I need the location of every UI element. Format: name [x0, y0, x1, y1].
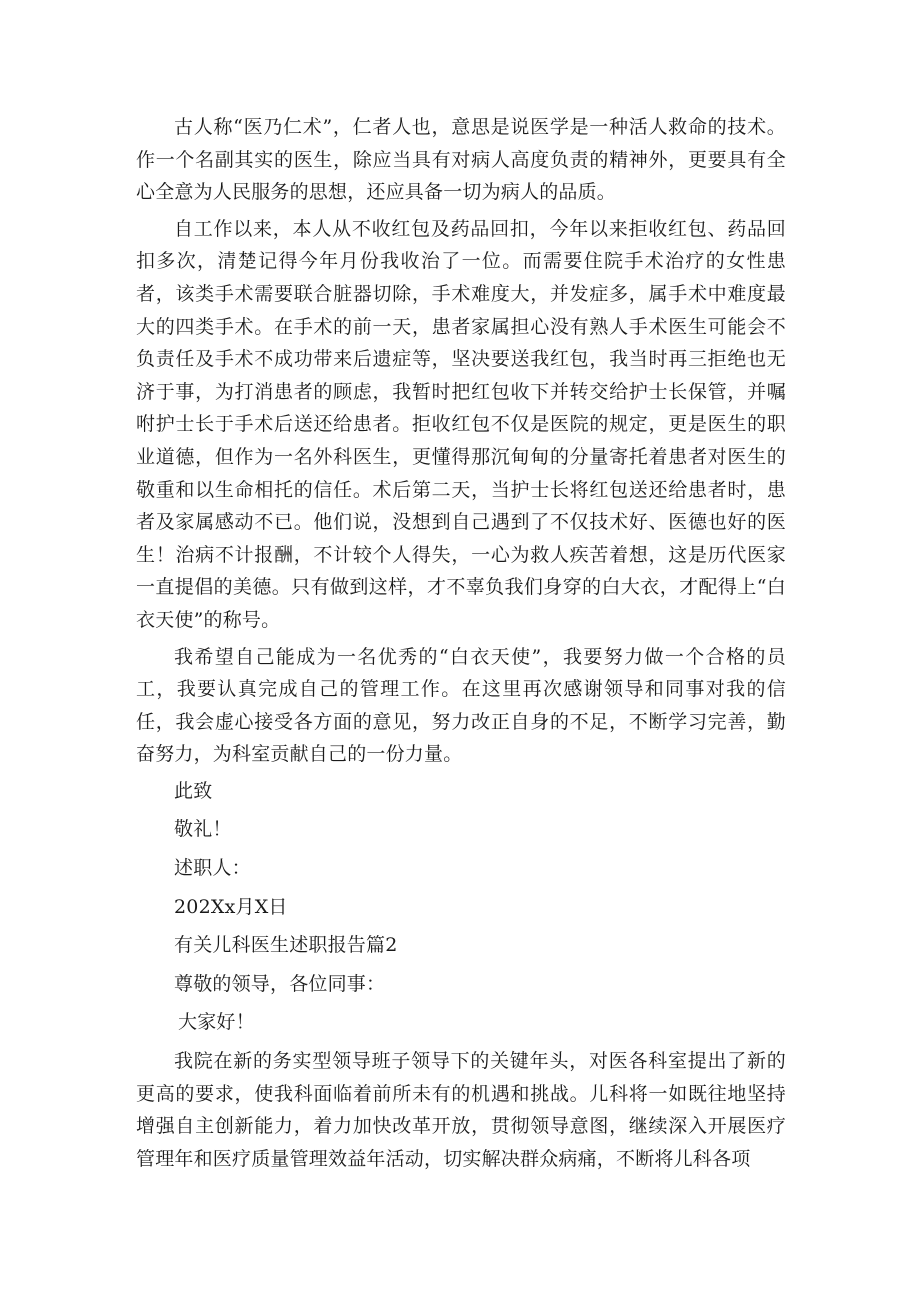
- greeting-line: 尊敬的领导，各位同事：: [174, 972, 386, 995]
- hello-line: 大家好！: [178, 1011, 255, 1034]
- signer-line: 述职人：: [174, 857, 251, 880]
- paragraph-pediatrics: 我院在新的务实型领导班子领导下的关键年头，对医各科室提出了新的更高的要求，使我科面临着前所未有的机遇和挑战。儿科将一如既往地坚持增强自主创新能力，着力加快改革开放，贯彻领导意图，继续深入开展医疗管理年和医疗质量管理效益年活动，切实解决群众病痛，不断将儿科各项: [136, 1050, 786, 1170]
- section-title: 有关儿科医生述职报告篇2: [174, 934, 398, 957]
- paragraph-ancient-saying: 古人称“医乃仁术”，仁者人也，意思是说医学是一种活人救命的技术。作一个名副其实的医生，除应当具有对病人高度负责的精神外，更要具有全心全意为人民服务的思想，还应具备一切为病人的品质。: [136, 116, 786, 204]
- salute-line: 敬礼！: [174, 818, 232, 841]
- paragraph-refusing-red-envelope: 自工作以来，本人从不收红包及药品回扣，今年以来拒收红包、药品回扣多次，清楚记得今年月份我收治了一位。而需要住院手术治疗的女性患者，该类手术需要联合脏器切除，手术难度大，并发症多，属手术中难度最大的四类手术。在手术的前一天，患者家属担心没有熟人手术医生可能会不负责任及手术不成功带来后遗症等，坚决要送我红包，我当时再三拒绝也无济于事，为打消患者的顾虑，我暂时把红包收下并转交给护士长保管，并嘱咐护士长于手术后送还给患者。拒收红包不仅是医院的规定，更是医生的职业道德，但作为一名外科医生，更懂得那沉甸甸的分量寄托着患者对医生的敬重和以生命相托的信任。术后第二天，当护士长将红包送还给患者时，患者及家属感动不已。他们说，没想到自己遇到了不仅技术好、医德也好的医生！治病不计报酬，不计较个人得失，一心为救人疾苦着想，这是历代医家一直提倡的美德。只有做到这样，才不辜负我们身穿的白大衣，才配得上“白衣天使”的称号。: [136, 217, 786, 631]
- paragraph-white-angel: 我希望自己能成为一名优秀的“白衣天使”，我要努力做一个合格的员工，我要认真完成自己的管理工作。在这里再次感谢领导和同事对我的信任，我会虚心接受各方面的意见，努力改正自身的不足，不断学习完善，勤奋努力，为科室贡献自己的一份力量。: [136, 645, 786, 766]
- closing-line: 此致: [174, 779, 213, 802]
- date-line: 202Xx月X日: [174, 895, 288, 918]
- document-body: [136, 111, 786, 1179]
